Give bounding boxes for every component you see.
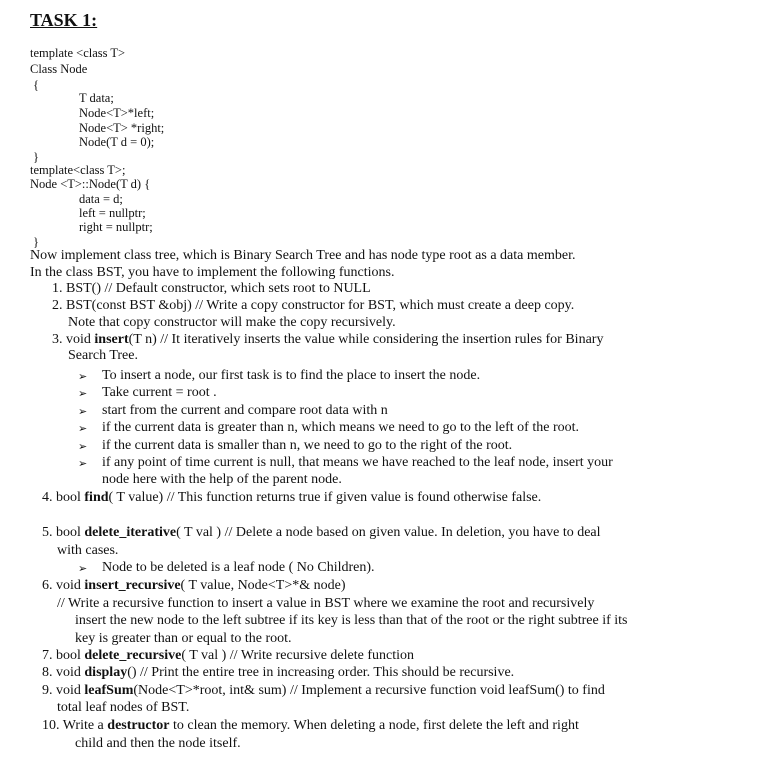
code-line: Node<T> *right; (79, 121, 165, 135)
function-name: delete_iterative (84, 525, 177, 540)
intro-line: In the class BST, you have to implement the following functions. (30, 265, 395, 280)
code-line: Node(T d = 0); (79, 135, 155, 149)
code-line: Class Node (30, 62, 88, 76)
arrow-bullet-icon: ➢ (78, 441, 88, 453)
code-line: } (33, 235, 39, 249)
list-item: To insert a node, our first task is to find the place to insert the node. (102, 368, 481, 383)
code-line: Node<T>*left; (79, 106, 155, 120)
code-line: template<class T>; (30, 163, 126, 177)
item-6-cont: key is greater than or equal to the root. (75, 631, 292, 646)
item-3-cont: Search Tree. (68, 348, 138, 363)
function-name: find (84, 490, 109, 505)
code-line: right = nullptr; (79, 220, 153, 234)
arrow-bullet-icon: ➢ (78, 563, 88, 575)
code-line: data = d; (79, 192, 123, 206)
item-2-cont: Note that copy constructor will make the copy recursively. (68, 315, 396, 330)
list-item: if the current data is smaller than n, we need to go to the right of the root. (102, 438, 513, 453)
function-name: insert_recursive (84, 578, 181, 593)
arrow-bullet-icon: ➢ (78, 458, 88, 470)
item-9-cont: total leaf nodes of BST. (57, 700, 190, 715)
item-10: 10. Write a destructor to clean the memory. When deleting a node, first delete the left and right (42, 718, 579, 733)
list-item-cont: node here with the help of the parent node. (102, 472, 342, 487)
list-item: if the current data is greater than n, which means we need to go to the left of the root. (102, 420, 579, 435)
list-item: start from the current and compare root data with n (102, 403, 388, 418)
list-item: Node to be deleted is a leaf node ( No Children). (102, 560, 375, 575)
item-10-cont: child and then the node itself. (75, 736, 241, 751)
item-6-cont: insert the new node to the left subtree if its key is less than that of the root or the right subtree if its (75, 613, 628, 628)
arrow-bullet-icon: ➢ (78, 423, 88, 435)
item-9: 9. void leafSum(Node<T>*root, int& sum) // Implement a recursive function void leafSum() to find (42, 683, 605, 698)
function-name: delete_recursive (84, 648, 182, 663)
list-item: Take current = root . (102, 385, 217, 400)
item-6-cont: // Write a recursive function to insert a value in BST where we examine the root and recursively (57, 596, 595, 611)
item-2: 2. BST(const BST &obj) // Write a copy constructor for BST, which must create a deep copy. (52, 298, 575, 313)
list-item: if any point of time current is null, that means we have reached to the leaf node, insert your (102, 455, 613, 470)
item-7: 7. bool delete_recursive( T val ) // Write recursive delete function (42, 648, 415, 663)
item-6: 6. void insert_recursive( T value, Node<T>*& node) (42, 578, 346, 593)
item-5: 5. bool delete_iterative( T val ) // Delete a node based on given value. In deletion, you have to deal (42, 525, 601, 540)
item-5-cont: with cases. (57, 543, 119, 558)
code-line: left = nullptr; (79, 206, 146, 220)
code-line: } (33, 150, 39, 164)
arrow-bullet-icon: ➢ (78, 406, 88, 418)
item-8: 8. void display() // Print the entire tree in increasing order. This should be recursive. (42, 665, 515, 680)
function-name: destructor (107, 718, 170, 733)
item-3: 3. void insert(T n) // It iteratively inserts the value while considering the insertion rules for Binary (52, 332, 604, 347)
code-line: { (33, 78, 39, 92)
code-line: template <class T> (30, 46, 126, 60)
task-title: TASK 1: (30, 10, 98, 30)
function-name: display (84, 665, 128, 680)
function-name: insert (94, 332, 129, 347)
arrow-bullet-icon: ➢ (78, 388, 88, 400)
function-name: leafSum (84, 683, 134, 698)
item-1: 1. BST() // Default constructor, which sets root to NULL (52, 281, 371, 296)
intro-line: Now implement class tree, which is Binary Search Tree and has node type root as a data member. (30, 248, 576, 263)
item-4: 4. bool find( T value) // This function returns true if given value is found otherwise false. (42, 490, 542, 505)
code-line: Node <T>::Node(T d) { (30, 177, 151, 191)
code-line: T data; (79, 91, 114, 105)
arrow-bullet-icon: ➢ (78, 371, 88, 383)
